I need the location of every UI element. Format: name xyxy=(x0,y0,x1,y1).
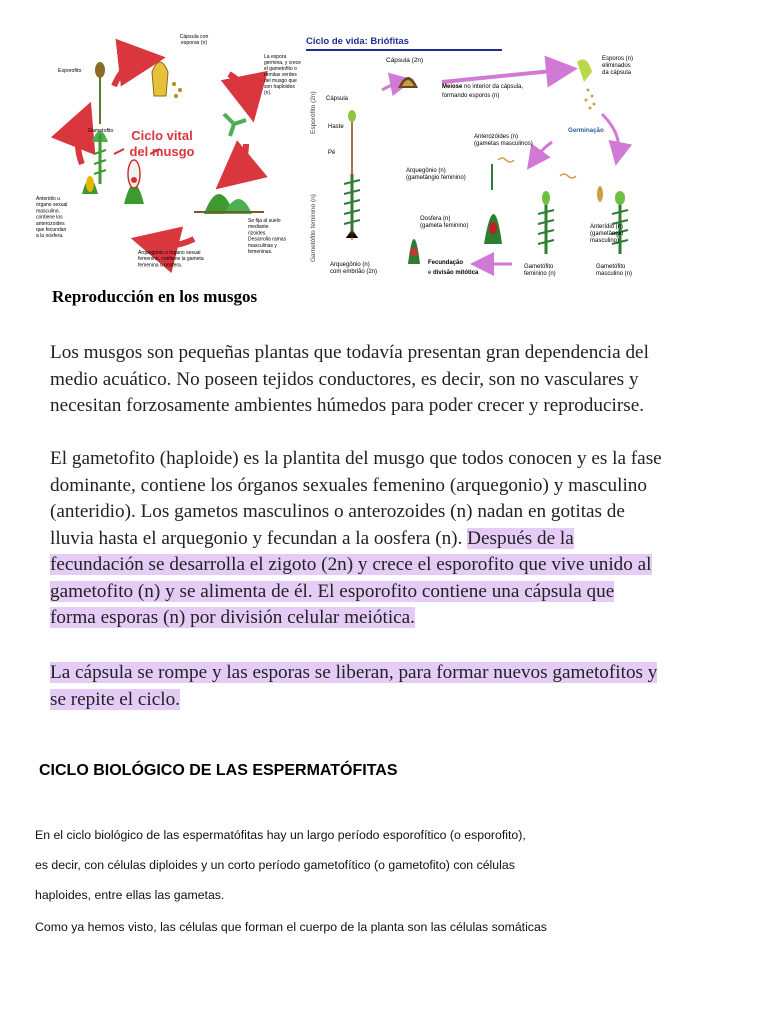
label-line: (gametângio feminino) xyxy=(406,175,466,181)
fig2-label-foot: Pé xyxy=(328,150,336,156)
cycle-arrow xyxy=(534,142,552,160)
capsule-illustration xyxy=(398,77,418,88)
label-line: (gametas masculinos) xyxy=(474,141,533,147)
label-line: femenina u oosfera. xyxy=(138,262,183,269)
highlighted-text: La cápsula se rompe y las esporas se liberan, para formar nuevos gametofitos y xyxy=(50,662,658,683)
fig2-label-mitotic-division: e divisão mitótica xyxy=(428,270,479,276)
fig2-label-male-gametophyte xyxy=(596,264,632,277)
paragraph-line: (anteridio). Los gametos masculinos o anterozoides (n) nadan en gotitas de xyxy=(50,501,625,522)
female-gametophyte-illustration xyxy=(538,191,554,254)
label-line: Esporofito xyxy=(58,68,82,74)
paragraph-line: medio acuático. No poseen tejidos conductores, es decir, son no vasculares y xyxy=(50,368,639,390)
highlighted-text: se repite el ciclo. xyxy=(50,688,180,710)
fig2-label-archegonium xyxy=(406,168,466,181)
archegonium-illustration xyxy=(484,164,502,244)
label-line: Anteridio u xyxy=(36,196,60,202)
sporophyte-on-gametophyte-illustration xyxy=(344,110,360,240)
label-line: Gametófito xyxy=(524,264,554,270)
label-line: (gameta feminino) xyxy=(420,223,469,229)
moss-paragraph-1 xyxy=(50,340,700,420)
paragraph-line xyxy=(50,687,700,714)
label-line: esporas (n) xyxy=(180,40,208,46)
moss-paragraph-3 xyxy=(50,660,700,713)
label-line: germina, y crece xyxy=(264,60,301,66)
label-line: son haploides xyxy=(264,84,295,90)
fig1-label-capsule xyxy=(180,34,209,46)
moss-section-heading: Reproducción en los musgos xyxy=(52,287,258,306)
fig2-label-anterozoids xyxy=(474,134,533,147)
label-line: Anterídio (n) xyxy=(590,224,624,230)
label-line: masculinas y xyxy=(248,242,277,249)
paragraph-line xyxy=(50,660,700,687)
anterozoids-illustration xyxy=(498,158,576,178)
fig2-side-sporophyte: Esporófito (2n) xyxy=(310,91,317,134)
fig2-label-archegonium-embryo xyxy=(330,262,377,275)
paragraph-line xyxy=(50,579,700,606)
spermatophyte-line: En el ciclo biológico de las espermatófitas hay un largo período esporofítico (o esporofito), xyxy=(35,828,526,842)
fig2-label-meiosis-line2: formando esporos (n) xyxy=(442,93,500,99)
cycle-arrow xyxy=(114,60,142,86)
label-line: feminino (n) xyxy=(524,271,556,277)
label-line: femeninas. xyxy=(248,249,273,255)
label-line: Anterozóides (n) xyxy=(474,134,519,140)
highlighted-text: forma esporas (n) por división celular meiótica. xyxy=(50,607,415,628)
cycle-arrow xyxy=(234,144,246,174)
spermatophyte-line: haploides, entre ellas las gametas. xyxy=(35,888,225,902)
fig1-label-rhizoids xyxy=(248,218,287,255)
germinating-spore-illustration xyxy=(224,114,246,136)
label-line: masculino (n) xyxy=(596,271,633,277)
label-line: (gametângio xyxy=(590,231,624,237)
label-line: a la oosfera. xyxy=(36,233,64,240)
fig2-label-fertilization: Fecundação xyxy=(428,260,464,266)
label-line: Gametófito xyxy=(596,264,626,270)
label-line: masculino) xyxy=(590,238,620,244)
fig2-label-germination: Germinação xyxy=(568,127,604,134)
fig2-side-gametophyte: Gametófito feminino (n) xyxy=(310,194,317,262)
label-line: femenino, contiene la gameta xyxy=(138,256,204,263)
label-line: órgano sexual xyxy=(36,202,68,209)
spermatophyte-section-heading: CICLO BIOLÓGICO DE LAS ESPERMATÓFITAS xyxy=(39,762,398,779)
label-line: masculino, xyxy=(36,208,60,215)
label-line: Se fija al suelo xyxy=(248,218,281,224)
label-line: Esporos (n) xyxy=(602,56,634,62)
label-line: da cápsula xyxy=(602,70,632,76)
label-line: Oosfera (n) xyxy=(420,216,451,222)
fig2-label-oosphere xyxy=(420,216,468,229)
label-line: Arquegônio (n) xyxy=(406,168,446,174)
cycle-arrow xyxy=(78,124,82,164)
fig1-title-line1: Ciclo vital xyxy=(131,128,193,143)
label-line: Gametofito xyxy=(88,128,114,134)
label-line: com embrião (2n) xyxy=(330,269,378,275)
fig2-label-capsule-2n: Cápsula (2n) xyxy=(386,57,424,64)
label-line: que fecundan xyxy=(36,227,67,233)
paragraph-line xyxy=(50,552,700,579)
capsule-illustration xyxy=(152,62,182,98)
label-line: (n). xyxy=(264,90,272,96)
fig1-label-spore xyxy=(264,54,301,96)
label-line: anterozoides xyxy=(36,220,65,227)
gametophyte-illustration xyxy=(194,194,264,214)
fig2-label-spores xyxy=(602,56,633,76)
paragraph-line xyxy=(50,605,700,632)
label-line: La espora xyxy=(264,54,287,60)
bryophyte-life-cycle-figure xyxy=(302,24,654,286)
label-line: eliminados xyxy=(602,63,631,69)
label-line: Cápsula con xyxy=(179,34,209,40)
moss-paragraph-2 xyxy=(50,446,700,632)
paragraph-text: lluvia hasta el arquegonio y fecundan a la oosfera (n). xyxy=(50,527,463,549)
highlighted-text: Después de la xyxy=(467,527,574,549)
label-line: ramitas verdes xyxy=(264,72,297,78)
fig2-label-antheridium xyxy=(590,224,624,244)
cycle-arrow xyxy=(602,114,619,154)
label-line: rizoides. xyxy=(248,230,267,237)
label-line: del musgo que xyxy=(264,78,297,84)
paragraph-line: necesitan forzosamente ambientes húmedos para poder crecer y reproducirse. xyxy=(50,395,645,416)
spermatophyte-line: Como ya hemos visto, las células que forman el cuerpo de la planta son las células somáticas xyxy=(35,920,547,934)
fig1-label-antheridium xyxy=(36,196,67,239)
label-line: el gametofito o xyxy=(264,66,297,72)
spermatophyte-line: es decir, con células diploides y un corto período gametofítico (o gametofito) con células xyxy=(35,858,515,872)
cycle-arrow xyxy=(229,74,249,99)
fig1-label-archegonium xyxy=(138,250,204,268)
cycle-arrow xyxy=(442,70,562,82)
paragraph-line: Los musgos son pequeñas plantas que todavía presentan gran dependencia del xyxy=(50,342,649,363)
fig2-label-female-gametophyte xyxy=(524,264,556,277)
cycle-arrow xyxy=(154,239,194,246)
fig2-label-capsule: Cápsula xyxy=(326,96,349,102)
fig2-title: Ciclo de vida: Briófitas xyxy=(306,36,409,47)
fig1-title-line2: del musgo xyxy=(129,144,195,159)
spores-illustration xyxy=(577,60,596,110)
fig2-label-stalk: Haste xyxy=(328,124,344,130)
fig1-label-gametophyte xyxy=(88,128,113,134)
paragraph-line: dominante, contiene los órganos sexuales femenino (arquegonio) y masculino xyxy=(50,474,647,496)
label-line: Desarrolla ramas xyxy=(248,236,287,243)
label-line: contiene los xyxy=(36,214,63,221)
paragraph-line: El gametofito (haploide) es la plantita del musgo que todos conocen y es la fase xyxy=(50,448,662,469)
moss-life-cycle-figure xyxy=(34,24,301,286)
highlighted-text: fecundación se desarrolla el zigoto (2n) y crece el esporofito que vive unido al xyxy=(50,554,652,575)
label-line: mediante xyxy=(248,224,269,231)
paragraph-line xyxy=(50,526,700,553)
label-line: Arquegonio u órgano sexual xyxy=(138,250,201,256)
archegonium-embryo-illustration xyxy=(408,239,420,264)
label-line: Arquegônio (n) xyxy=(330,262,370,268)
highlighted-text: gametofito (n) y se alimenta de él. El esporofito contiene una cápsula que xyxy=(50,580,615,602)
fig1-label-sporophyte xyxy=(58,68,81,74)
fig2-label-meiosis: Meiose no interior da cápsula, xyxy=(442,84,524,90)
